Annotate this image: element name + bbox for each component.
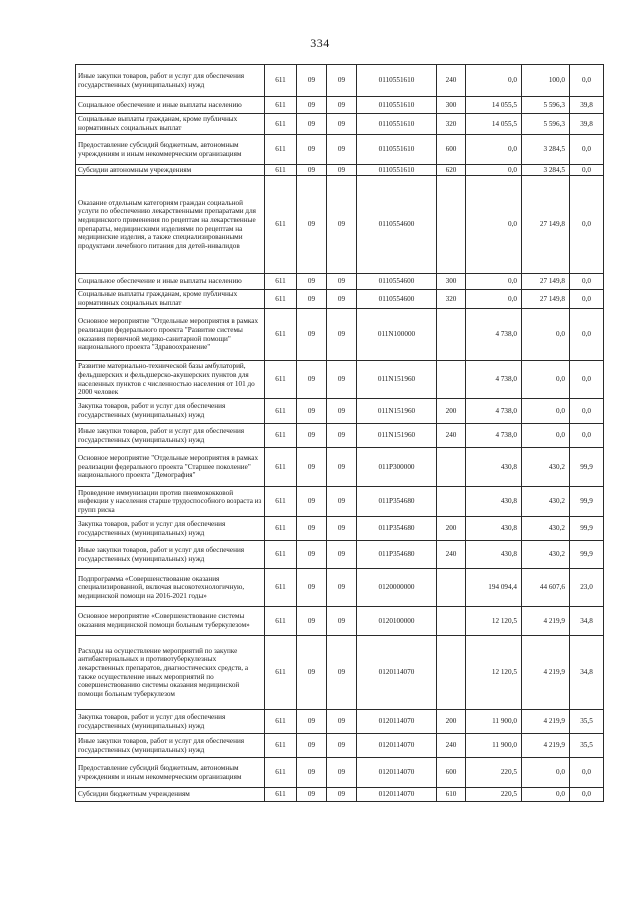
- table-cell-target-article: 011P300000: [357, 448, 437, 487]
- table-cell-name: Закупка товаров, работ и услуг для обеспечения государственных (муниципальных) нужд: [76, 399, 265, 424]
- table-cell-expense-type: 200: [437, 399, 466, 424]
- table-cell-name: Основное мероприятие "Отдельные мероприятия в рамках реализации федерального проекта "Старшее поколение" национального проекта "Демография": [76, 448, 265, 487]
- table-cell-plan: 4 738,0: [466, 361, 522, 399]
- table-cell-target-article: 011N151960: [357, 424, 437, 448]
- table-cell-fact: 5 596,3: [522, 97, 570, 114]
- table-cell-subsection: 09: [327, 135, 357, 165]
- table-cell-expense-type: 240: [437, 65, 466, 97]
- table-cell-section: 09: [297, 607, 327, 636]
- table-cell-section: 09: [297, 424, 327, 448]
- table-cell-name: Иные закупки товаров, работ и услуг для обеспечения государственных (муниципальных) нужд: [76, 734, 265, 758]
- table-row: [76, 607, 604, 636]
- table-cell-subsection: 09: [327, 165, 357, 176]
- table-cell-code: 611: [265, 309, 297, 361]
- table-cell-section: 09: [297, 758, 327, 788]
- table-cell-percent: 0,0: [570, 758, 604, 788]
- table-cell-target-article: 0110554600: [357, 274, 437, 290]
- table-row: [76, 176, 604, 274]
- table-cell-percent: 0,0: [570, 309, 604, 361]
- table-cell-fact: 4 219,9: [522, 607, 570, 636]
- table-cell-fact: 4 219,9: [522, 710, 570, 734]
- table-cell-subsection: 09: [327, 399, 357, 424]
- table-cell-section: 09: [297, 165, 327, 176]
- table-cell-plan: 0,0: [466, 290, 522, 309]
- table-row: [76, 517, 604, 541]
- table-cell-plan: 430,8: [466, 541, 522, 569]
- table-cell-expense-type: 300: [437, 97, 466, 114]
- table-cell-section: 09: [297, 176, 327, 274]
- table-cell-subsection: 09: [327, 607, 357, 636]
- table-cell-target-article: 0110551610: [357, 114, 437, 135]
- table-cell-code: 611: [265, 734, 297, 758]
- table-cell-code: 611: [265, 399, 297, 424]
- table-cell-code: 611: [265, 65, 297, 97]
- table-cell-fact: 3 284,5: [522, 165, 570, 176]
- table-cell-percent: 39,8: [570, 114, 604, 135]
- table-cell-code: 611: [265, 165, 297, 176]
- table-cell-name: Социальные выплаты гражданам, кроме публичных нормативных социальных выплат: [76, 290, 265, 309]
- table-cell-section: 09: [297, 710, 327, 734]
- table-cell-percent: 0,0: [570, 290, 604, 309]
- table-cell-subsection: 09: [327, 361, 357, 399]
- table-cell-target-article: 0120000000: [357, 569, 437, 607]
- table-cell-fact: 44 607,6: [522, 569, 570, 607]
- table-cell-code: 611: [265, 758, 297, 788]
- table-cell-code: 611: [265, 424, 297, 448]
- table-cell-section: 09: [297, 309, 327, 361]
- table-cell-target-article: 0110551610: [357, 165, 437, 176]
- table-cell-section: 09: [297, 541, 327, 569]
- table-cell-fact: 27 149,8: [522, 176, 570, 274]
- table-cell-fact: 3 284,5: [522, 135, 570, 165]
- table-cell-fact: 27 149,8: [522, 274, 570, 290]
- table-cell-code: 611: [265, 636, 297, 710]
- table-row: [76, 274, 604, 290]
- table-row: [76, 710, 604, 734]
- table-cell-section: 09: [297, 274, 327, 290]
- table-cell-expense-type: 620: [437, 165, 466, 176]
- table-cell-subsection: 09: [327, 487, 357, 517]
- budget-table: [75, 64, 604, 802]
- table-cell-code: 611: [265, 517, 297, 541]
- table-cell-subsection: 09: [327, 65, 357, 97]
- table-cell-fact: 430,2: [522, 541, 570, 569]
- table-cell-percent: 99,9: [570, 517, 604, 541]
- table-cell-section: 09: [297, 636, 327, 710]
- table-cell-code: 611: [265, 97, 297, 114]
- table-cell-expense-type: 320: [437, 114, 466, 135]
- table-cell-code: 611: [265, 541, 297, 569]
- table-row: [76, 734, 604, 758]
- table-cell-name: Предоставление субсидий бюджетным, автономным учреждениям и иным некоммерческим организациям: [76, 135, 265, 165]
- table-cell-percent: 0,0: [570, 424, 604, 448]
- table-cell-percent: 99,9: [570, 448, 604, 487]
- table-cell-percent: 0,0: [570, 176, 604, 274]
- table-cell-code: 611: [265, 274, 297, 290]
- table-cell-expense-type: [437, 176, 466, 274]
- table-cell-target-article: 0120114070: [357, 788, 437, 802]
- table-cell-section: 09: [297, 290, 327, 309]
- table-cell-name: Социальное обеспечение и иные выплаты населению: [76, 97, 265, 114]
- table-cell-fact: 430,2: [522, 517, 570, 541]
- table-cell-code: 611: [265, 448, 297, 487]
- table-cell-expense-type: [437, 309, 466, 361]
- table-cell-subsection: 09: [327, 274, 357, 290]
- table-cell-percent: 0,0: [570, 65, 604, 97]
- table-row: [76, 97, 604, 114]
- table-cell-percent: 35,5: [570, 734, 604, 758]
- table-cell-subsection: 09: [327, 176, 357, 274]
- table-cell-subsection: 09: [327, 448, 357, 487]
- table-cell-expense-type: [437, 569, 466, 607]
- table-cell-target-article: 011N151960: [357, 361, 437, 399]
- table-cell-code: 611: [265, 176, 297, 274]
- table-cell-percent: 39,8: [570, 97, 604, 114]
- table-cell-target-article: 0120114070: [357, 710, 437, 734]
- table-cell-subsection: 09: [327, 758, 357, 788]
- table-cell-fact: 0,0: [522, 788, 570, 802]
- table-cell-expense-type: 600: [437, 758, 466, 788]
- table-cell-target-article: 0110551610: [357, 65, 437, 97]
- table-cell-plan: 4 738,0: [466, 309, 522, 361]
- table-row: [76, 541, 604, 569]
- table-cell-target-article: 011N100000: [357, 309, 437, 361]
- table-cell-section: 09: [297, 448, 327, 487]
- table-cell-target-article: 0110554600: [357, 176, 437, 274]
- table-cell-code: 611: [265, 607, 297, 636]
- table-cell-percent: 34,8: [570, 636, 604, 710]
- table-cell-code: 611: [265, 114, 297, 135]
- table-cell-target-article: 011P354680: [357, 517, 437, 541]
- table-cell-subsection: 09: [327, 541, 357, 569]
- table-cell-name: Социальные выплаты гражданам, кроме публичных нормативных социальных выплат: [76, 114, 265, 135]
- table-row: [76, 135, 604, 165]
- table-cell-expense-type: 300: [437, 274, 466, 290]
- table-cell-name: Иные закупки товаров, работ и услуг для обеспечения государственных (муниципальных) нужд: [76, 65, 265, 97]
- table-cell-expense-type: [437, 636, 466, 710]
- table-cell-percent: 99,9: [570, 541, 604, 569]
- table-cell-code: 611: [265, 788, 297, 802]
- table-cell-fact: 4 219,9: [522, 636, 570, 710]
- table-cell-code: 611: [265, 487, 297, 517]
- table-cell-fact: 0,0: [522, 758, 570, 788]
- table-cell-percent: 23,0: [570, 569, 604, 607]
- table-cell-name: Оказание отдельным категориям граждан социальной услуги по обеспечению лекарственными препаратами для медицинского применения по рецептам на лекарственные препараты, медицинскими изделиями по рецептам на медицинские изделия, а также специализированными продуктами лечебного питания для детей-инвалидов: [76, 176, 265, 274]
- table-cell-name: Иные закупки товаров, работ и услуг для обеспечения государственных (муниципальных) нужд: [76, 424, 265, 448]
- table-cell-expense-type: 200: [437, 517, 466, 541]
- table-cell-expense-type: 600: [437, 135, 466, 165]
- table-cell-plan: 14 055,5: [466, 114, 522, 135]
- table-cell-fact: 0,0: [522, 424, 570, 448]
- table-cell-expense-type: [437, 361, 466, 399]
- table-cell-subsection: 09: [327, 309, 357, 361]
- table-cell-plan: 194 094,4: [466, 569, 522, 607]
- table-cell-name: Предоставление субсидий бюджетным, автономным учреждениям и иным некоммерческим организациям: [76, 758, 265, 788]
- table-row: [76, 309, 604, 361]
- table-cell-section: 09: [297, 65, 327, 97]
- table-cell-name: Социальное обеспечение и иные выплаты населению: [76, 274, 265, 290]
- table-cell-expense-type: [437, 448, 466, 487]
- table-row: [76, 487, 604, 517]
- table-cell-plan: 430,8: [466, 487, 522, 517]
- table-cell-section: 09: [297, 487, 327, 517]
- table-row: [76, 569, 604, 607]
- table-cell-plan: 220,5: [466, 788, 522, 802]
- table-cell-section: 09: [297, 114, 327, 135]
- table-cell-expense-type: [437, 607, 466, 636]
- table-cell-target-article: 0120114070: [357, 636, 437, 710]
- table-cell-expense-type: 240: [437, 734, 466, 758]
- table-cell-name: Иные закупки товаров, работ и услуг для обеспечения государственных (муниципальных) нужд: [76, 541, 265, 569]
- table-cell-subsection: 09: [327, 114, 357, 135]
- table-cell-name: Субсидии бюджетным учреждениям: [76, 788, 265, 802]
- table-cell-target-article: 0120114070: [357, 758, 437, 788]
- table-cell-code: 611: [265, 710, 297, 734]
- table-cell-fact: 0,0: [522, 309, 570, 361]
- table-cell-name: Основное мероприятие «Совершенствование системы оказания медицинской помощи больным туберкулезом»: [76, 607, 265, 636]
- table-cell-section: 09: [297, 97, 327, 114]
- table-cell-expense-type: 610: [437, 788, 466, 802]
- table-cell-fact: 430,2: [522, 448, 570, 487]
- table-cell-plan: 430,8: [466, 448, 522, 487]
- table-cell-plan: 0,0: [466, 165, 522, 176]
- table-cell-plan: 4 738,0: [466, 424, 522, 448]
- table-cell-name: Закупка товаров, работ и услуг для обеспечения государственных (муниципальных) нужд: [76, 517, 265, 541]
- table-cell-section: 09: [297, 734, 327, 758]
- table-cell-percent: 0,0: [570, 165, 604, 176]
- table-cell-plan: 430,8: [466, 517, 522, 541]
- table-cell-target-article: 0110551610: [357, 135, 437, 165]
- table-cell-subsection: 09: [327, 636, 357, 710]
- table-cell-fact: 430,2: [522, 487, 570, 517]
- table-cell-percent: 35,5: [570, 710, 604, 734]
- table-cell-target-article: 0120114070: [357, 734, 437, 758]
- table-row: [76, 165, 604, 176]
- table-cell-section: 09: [297, 788, 327, 802]
- table-cell-section: 09: [297, 399, 327, 424]
- page-number: 334: [310, 36, 330, 50]
- table-cell-target-article: 011N151960: [357, 399, 437, 424]
- table-cell-plan: 14 055,5: [466, 97, 522, 114]
- table-cell-subsection: 09: [327, 788, 357, 802]
- table-cell-percent: 0,0: [570, 788, 604, 802]
- table-cell-plan: 0,0: [466, 176, 522, 274]
- table-cell-fact: 5 596,3: [522, 114, 570, 135]
- table-row: [76, 636, 604, 710]
- table-cell-plan: 12 120,5: [466, 607, 522, 636]
- table-cell-subsection: 09: [327, 97, 357, 114]
- table-cell-section: 09: [297, 569, 327, 607]
- table-cell-code: 611: [265, 569, 297, 607]
- table-cell-plan: 11 900,0: [466, 710, 522, 734]
- table-cell-target-article: 011P354680: [357, 487, 437, 517]
- table-cell-fact: 0,0: [522, 361, 570, 399]
- table-cell-subsection: 09: [327, 569, 357, 607]
- table-cell-expense-type: 240: [437, 424, 466, 448]
- table-cell-subsection: 09: [327, 734, 357, 758]
- table-cell-name: Развитие материально-технической базы амбулаторий, фельдшерских и фельдшерско-акушерских пунктов для населенных пунктов с численностью населения от 101 до 2000 человек: [76, 361, 265, 399]
- table-cell-percent: 0,0: [570, 274, 604, 290]
- table-cell-section: 09: [297, 361, 327, 399]
- table-cell-plan: 12 120,5: [466, 636, 522, 710]
- table-cell-name: Закупка товаров, работ и услуг для обеспечения государственных (муниципальных) нужд: [76, 710, 265, 734]
- table-cell-name: Расходы на осуществление мероприятий по закупке антибактериальных и противотуберкулезных лекарственных препаратов, диагностических средств, а также осуществление иных мероприятий по совершенствованию системы оказания медицинской помощи больным туберкулезом: [76, 636, 265, 710]
- table-cell-code: 611: [265, 361, 297, 399]
- table-cell-percent: 34,8: [570, 607, 604, 636]
- table-row: [76, 290, 604, 309]
- table-cell-fact: 100,0: [522, 65, 570, 97]
- table-cell-target-article: 011P354680: [357, 541, 437, 569]
- table-cell-fact: 4 219,9: [522, 734, 570, 758]
- table-cell-name: Основное мероприятие "Отдельные мероприятия в рамках реализации федерального проекта "Развитие системы оказания первичной медико-санитарной помощи" национального проекта "Здравоохранение": [76, 309, 265, 361]
- table-cell-subsection: 09: [327, 424, 357, 448]
- table-cell-percent: 0,0: [570, 135, 604, 165]
- table-row: [76, 788, 604, 802]
- table-row: [76, 65, 604, 97]
- table-cell-name: Субсидии автономным учреждениям: [76, 165, 265, 176]
- table-cell-plan: 0,0: [466, 274, 522, 290]
- table-cell-plan: 0,0: [466, 135, 522, 165]
- table-cell-code: 611: [265, 290, 297, 309]
- table-row: [76, 758, 604, 788]
- table-cell-target-article: 0110554600: [357, 290, 437, 309]
- table-cell-subsection: 09: [327, 290, 357, 309]
- table-cell-code: 611: [265, 135, 297, 165]
- table-cell-percent: 99,9: [570, 487, 604, 517]
- table-cell-section: 09: [297, 135, 327, 165]
- table-cell-expense-type: 200: [437, 710, 466, 734]
- table-cell-plan: 11 900,0: [466, 734, 522, 758]
- table-cell-expense-type: 240: [437, 541, 466, 569]
- table-cell-expense-type: [437, 487, 466, 517]
- table-row: [76, 361, 604, 399]
- table-row: [76, 399, 604, 424]
- table-cell-plan: 220,5: [466, 758, 522, 788]
- table-cell-name: Подпрограмма «Совершенствование оказания специализированной, включая высокотехнологичную, медицинской помощи на 2016-2021 годы»: [76, 569, 265, 607]
- table-row: [76, 448, 604, 487]
- table-row: [76, 424, 604, 448]
- table-cell-name: Проведение иммунизации против пневмококковой инфекции у населения старше трудоспособного возраста из групп риска: [76, 487, 265, 517]
- table-cell-subsection: 09: [327, 517, 357, 541]
- table-cell-expense-type: 320: [437, 290, 466, 309]
- table-cell-subsection: 09: [327, 710, 357, 734]
- table-row: [76, 114, 604, 135]
- table-cell-target-article: 0120100000: [357, 607, 437, 636]
- table-cell-percent: 0,0: [570, 361, 604, 399]
- table-cell-fact: 0,0: [522, 399, 570, 424]
- table-cell-target-article: 0110551610: [357, 97, 437, 114]
- table-cell-fact: 27 149,8: [522, 290, 570, 309]
- table-cell-plan: 4 738,0: [466, 399, 522, 424]
- table-cell-section: 09: [297, 517, 327, 541]
- table-cell-plan: 0,0: [466, 65, 522, 97]
- table-cell-percent: 0,0: [570, 399, 604, 424]
